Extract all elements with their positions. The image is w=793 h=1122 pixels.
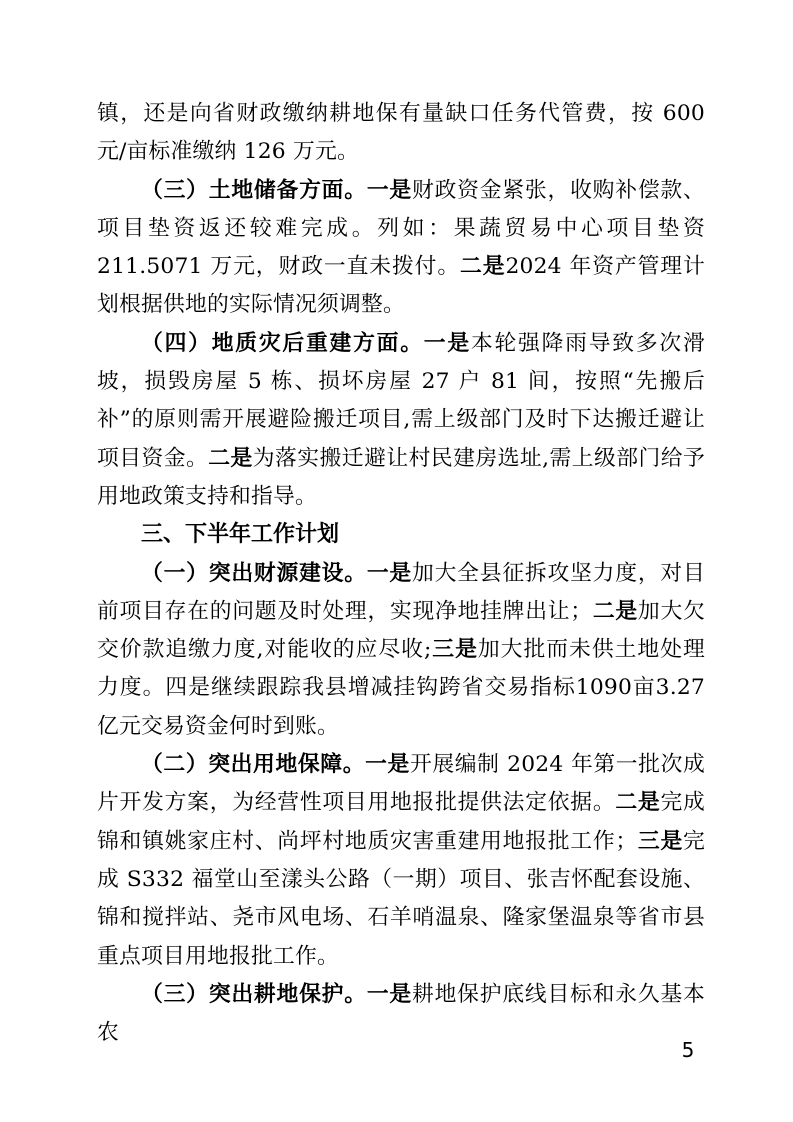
page-number: 5 [681, 1038, 695, 1062]
paragraph-land-reserve [97, 172, 705, 325]
section-heading-half-year-plan: 三、下半年工作计划 [141, 522, 340, 548]
enumerator-bold: 二是 [615, 790, 661, 816]
text-run: 耕地保护底线目标和永久基本农 [97, 981, 705, 1046]
paragraph-farmland-protection [97, 976, 705, 1053]
run-in-heading: （一）突出财源建设。一是 [141, 560, 412, 586]
text-run: 完成 S332 福堂山至漾头公路（一期）项目、张吉怀配套设施、锦和搅拌站、尧市风电场、石羊哨温泉、隆家堡温泉等省市县重点项目用地报批工作。 [97, 828, 705, 969]
paragraph-geological-reconstruction [97, 325, 705, 516]
enumerator-bold: 二是 [460, 254, 506, 280]
run-in-heading: （三）土地储备方面。一是 [141, 177, 412, 203]
enumerator-bold: 三是 [431, 637, 478, 663]
paragraph-land-use-guarantee [97, 746, 705, 976]
enumerator-bold: 三是 [637, 828, 683, 854]
document-body [97, 95, 705, 1052]
text-run: 财政资金紧张，收购补偿款、项目垫资返还较难完成。列如：果蔬贸易中心项目垫资 211.5071 万元，财政一直未拨付。 [97, 177, 705, 280]
text-run: 加大欠交价款追缴力度,对能收的应尽收; [97, 598, 705, 663]
text-run: 开展编制 2024 年第一批次成片开发方案，为经营性项目用地报批提供法定依据。 [97, 752, 705, 816]
enumerator-bold: 二是 [592, 598, 638, 624]
text-run: 2024 年资产管理计划根据供地的实际情况须调整。 [97, 254, 705, 318]
text-run: 本轮强降雨导致多次滑坡，损毁房屋 5 栋、损坏房屋 27 户 81 间，按照“先搬后补”的原则需开展避险搬迁项目,需上级部门及时下达搬迁避让项目资金。 [97, 330, 705, 471]
run-in-heading: （四）地质灾后重建方面。一是 [141, 330, 471, 356]
text-run: 完成锦和镇姚家庄村、尚坪村地质灾害重建用地报批工作； [97, 790, 705, 854]
text-run: 加大批而未供土地处理力度。四是继续跟踪我县增减挂钩跨省交易指标1090亩3.27亿元交易资金何时到账。 [97, 637, 705, 739]
enumerator-bold: 二是 [208, 445, 253, 471]
run-in-heading: （二）突出用地保障。一是 [141, 752, 410, 778]
run-in-heading: （三）突出耕地保护。一是 [141, 981, 412, 1007]
paragraph-revenue-building [97, 555, 705, 746]
paragraph-continuation [97, 95, 705, 172]
text-run: 加大全县征拆攻坚力度，对目前项目存在的问题及时处理，实现净地挂牌出让； [97, 560, 705, 624]
text-run: 为落实搬迁避让村民建房选址,需上级部门给予用地政策支持和指导。 [97, 445, 705, 509]
text-run: 镇，还是向省财政缴纳耕地保有量缺口任务代管费，按 600 元/亩标准缴纳 126 万元。 [97, 101, 705, 165]
